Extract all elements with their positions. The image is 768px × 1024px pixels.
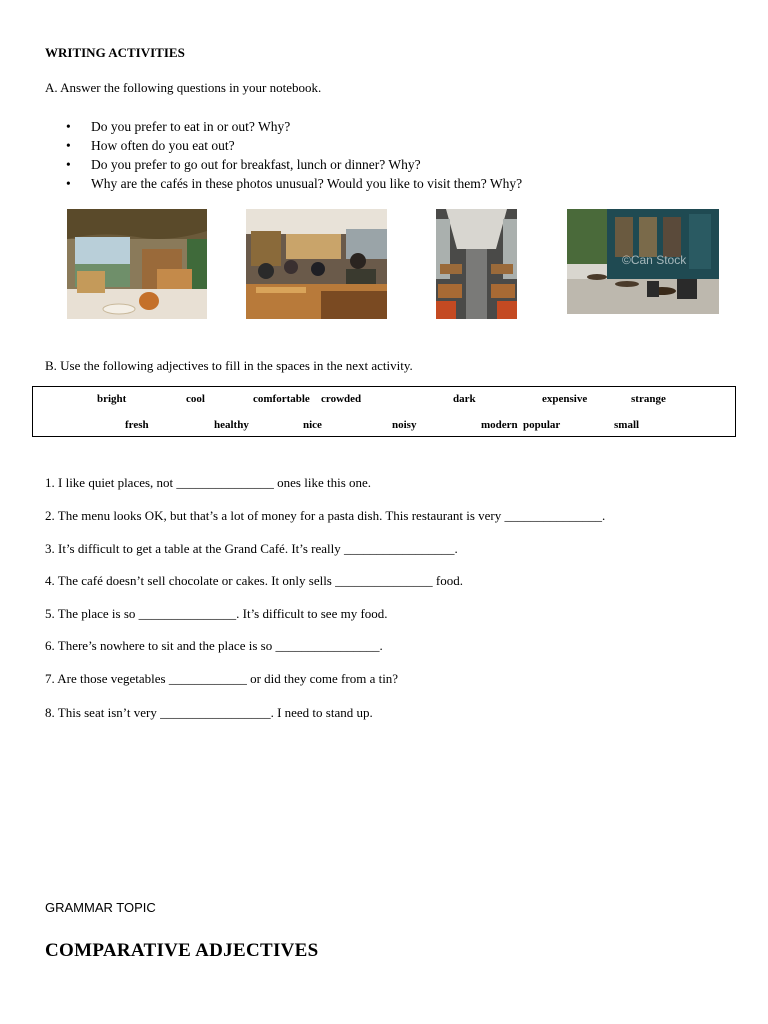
watermark-text: ©Can Stock — [622, 253, 687, 267]
word-chip: small — [614, 419, 640, 431]
adjective-word-box — [32, 386, 736, 437]
word-chip: comfortable — [253, 393, 310, 405]
part-b-instruction: B. Use the following adjectives to fill in the spaces in the next activity. — [45, 358, 413, 373]
grammar-topic-label: GRAMMAR TOPIC — [45, 900, 156, 915]
question-text: Do you prefer to eat in or out? Why? — [91, 119, 291, 134]
word-chip: fresh — [125, 419, 149, 431]
word-chip: healthy — [214, 419, 249, 431]
question-text: Do you prefer to go out for breakfast, lunch or dinner? Why? — [91, 157, 421, 172]
exercise-item: 7. Are those vegetables ____________ or did they come from a tin? — [45, 671, 399, 686]
exercise-item: 1. I like quiet places, not _______________ ones like this one. — [45, 475, 372, 490]
list-item — [66, 117, 522, 136]
bullet-icon: • — [66, 157, 71, 172]
question-text: Why are the cafés in these photos unusual? Would you like to visit them? Why? — [91, 176, 523, 191]
exercise-item: 2. The menu looks OK, but that’s a lot of money for a pasta dish. This restaurant is very _______________. — [45, 508, 606, 523]
question-list — [66, 117, 522, 193]
question-text: How often do you eat out? — [91, 138, 235, 153]
bus-cafe-photo — [436, 209, 517, 319]
word-chip: bright — [97, 393, 127, 405]
part-a-instruction: A. Answer the following questions in your notebook. — [45, 80, 322, 95]
treehouse-cafe-photo — [67, 209, 207, 319]
word-chip: expensive — [542, 393, 588, 405]
word-chip: crowded — [321, 393, 362, 405]
list-item — [66, 174, 522, 193]
word-chip: strange — [631, 393, 666, 405]
crowded-restaurant-photo — [246, 209, 387, 319]
bullet-icon: • — [66, 176, 71, 191]
word-chip: dark — [453, 393, 476, 405]
bullet-icon: • — [66, 138, 71, 153]
exercise-item: 4. The café doesn’t sell chocolate or cakes. It only sells _______________ food. — [45, 573, 463, 588]
word-chip: nice — [303, 419, 322, 431]
exercise-item: 3. It’s difficult to get a table at the Grand Café. It’s really _________________. — [45, 541, 458, 556]
list-item — [66, 136, 522, 155]
exercise-item: 8. This seat isn’t very _________________. I need to stand up. — [45, 705, 373, 720]
word-chip: popular — [523, 419, 561, 431]
word-chip: cool — [186, 393, 205, 405]
grammar-topic-title: COMPARATIVE ADJECTIVES — [45, 940, 319, 961]
exercise-item: 6. There’s nowhere to sit and the place is so ________________. — [45, 638, 383, 653]
section-title: WRITING ACTIVITIES — [45, 45, 185, 60]
word-chip: modern — [481, 419, 518, 431]
list-item — [66, 155, 522, 174]
street-cafe-photo — [567, 209, 719, 314]
bullet-icon: • — [66, 119, 71, 134]
word-chip: noisy — [392, 419, 417, 431]
exercise-item: 5. The place is so _______________. It’s difficult to see my food. — [45, 606, 388, 621]
